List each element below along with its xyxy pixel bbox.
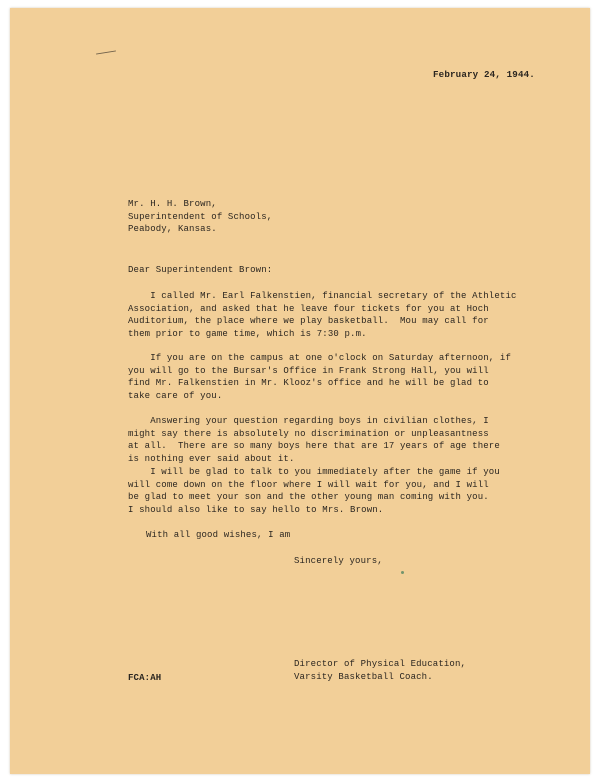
paragraph-bursar-office xyxy=(128,352,548,402)
complimentary-close: Sincerely yours, xyxy=(294,556,383,566)
paragraph-line: is nothing ever said about it. xyxy=(128,453,295,464)
signature-role: Varsity Basketball Coach. xyxy=(294,671,433,682)
letter-page xyxy=(10,8,590,774)
paragraph-line: will come down on the floor where I will wait for you, and I will xyxy=(128,479,489,490)
paragraph-line: them prior to game time, which is 7:30 p.m. xyxy=(128,328,367,339)
pencil-mark xyxy=(96,50,116,54)
closing-wishes: With all good wishes, I am xyxy=(146,530,291,540)
reference-initials: FCA:AH xyxy=(128,673,162,683)
paragraph-line: If you are on the campus at one o'clock on Saturday afternoon, if xyxy=(128,353,512,363)
paragraph-line: at all. There are so many boys here that are 17 years of age there xyxy=(128,441,500,451)
paragraph-line: find Mr. Falkenstien in Mr. Klooz's office and he will be glad to xyxy=(128,378,489,388)
paragraph-line: take care of you. xyxy=(128,390,223,401)
recipient-address xyxy=(128,198,272,236)
paragraph-line: Answering your question regarding boys in civilian clothes, I xyxy=(128,416,489,426)
address-line-name: Mr. H. H. Brown, xyxy=(128,199,217,209)
paragraph-after-game xyxy=(128,466,548,516)
paragraph-line: I called Mr. Earl Falkenstien, financial secretary of the Athletic xyxy=(128,291,517,301)
ink-speck xyxy=(401,571,404,574)
paragraph-line: I will be glad to talk to you immediately after the game if you xyxy=(128,467,500,477)
paragraph-line: you will go to the Bursar's Office in Frank Strong Hall, you will xyxy=(128,365,489,376)
paragraph-line: I should also like to say hello to Mrs. Brown. xyxy=(128,504,384,515)
paragraph-line: be glad to meet your son and the other young man coming with you. xyxy=(128,492,489,502)
address-line-title: Superintendent of Schools, xyxy=(128,211,273,222)
address-line-location: Peabody, Kansas. xyxy=(128,224,217,234)
signature-title: Director of Physical Education, xyxy=(294,659,467,669)
paragraph-line: might say there is absolutely no discrimination or unpleasantness xyxy=(128,428,489,439)
paragraph-line: Association, and asked that he leave four tickets for you at Hoch xyxy=(128,303,489,314)
salutation: Dear Superintendent Brown: xyxy=(128,265,273,275)
paragraph-civilian-clothes xyxy=(128,415,548,465)
signature-block xyxy=(294,658,466,683)
letter-date: February 24, 1944. xyxy=(433,69,535,80)
paragraph-line: Auditorium, the place where we play basketball. Mou may call for xyxy=(128,316,489,326)
paragraph-tickets xyxy=(128,290,548,340)
